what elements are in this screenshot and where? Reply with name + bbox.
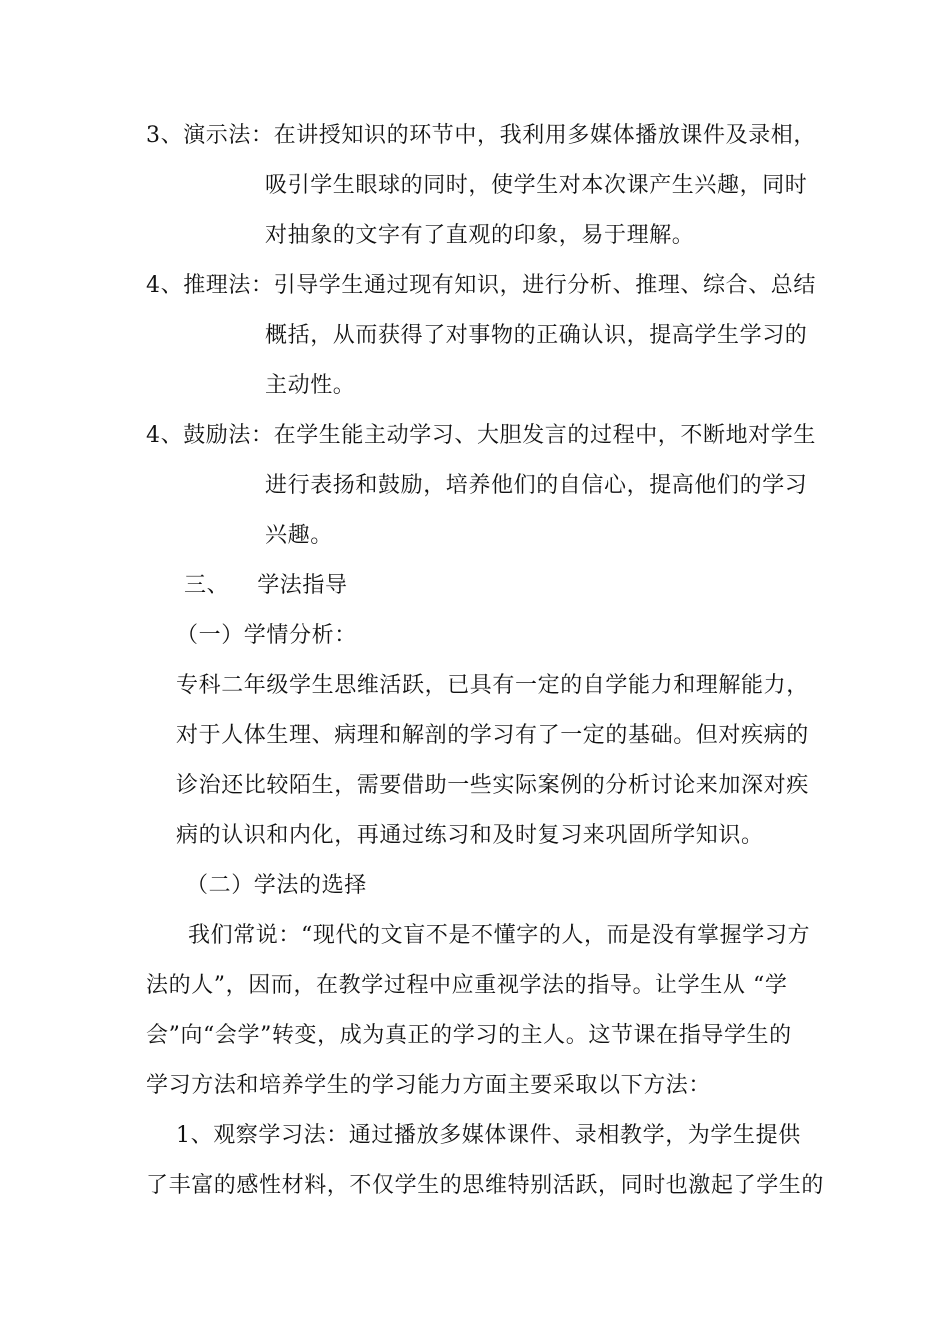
method-choice-line-4: 学习方法和培养学生的学习能力方面主要采取以下方法： bbox=[146, 1073, 712, 1098]
method-demo-text-1: 在讲授知识的环节中，我利用多媒体播放课件及录相， bbox=[273, 123, 817, 148]
method-demo-line-1 bbox=[146, 121, 816, 151]
subheading-method-choice: （二）学法的选择 bbox=[186, 873, 367, 898]
learner-analysis-line-1: 专科二年级学生思维活跃，已具有一定的自学能力和理解能力， bbox=[176, 673, 809, 698]
method-reasoning-line-2: 概括，从而获得了对事物的正确认识，提高学生学习的 bbox=[265, 323, 808, 348]
method-choice-line-2: 法的人”，因而，在教学过程中应重视学法的指导。让学生从 “学 bbox=[146, 973, 788, 998]
method-encourage-line-1 bbox=[146, 421, 816, 451]
learner-analysis-line-2: 对于人体生理、病理和解剖的学习有了一定的基础。但对疾病的 bbox=[176, 723, 809, 748]
method-encourage-line-3: 兴趣。 bbox=[265, 523, 333, 548]
method-choice-line-3: 会”向“会学”转变，成为真正的学习的主人。这节课在指导学生的 bbox=[146, 1023, 792, 1048]
subheading-learner-analysis: （一）学情分析： bbox=[176, 623, 357, 648]
method-demo-line-3: 对抽象的文字有了直观的印象，易于理解。 bbox=[265, 223, 695, 248]
method-encourage-text-1: 在学生能主动学习、大胆发言的过程中，不断地对学生 bbox=[273, 423, 817, 448]
observation-method-line-2: 了丰富的感性材料，不仅学生的思维特别活跃，同时也激起了学生的 bbox=[146, 1173, 825, 1198]
section-heading-study-guidance bbox=[184, 571, 348, 601]
method-demo-line-2: 吸引学生眼球的同时，使学生对本次课产生兴趣，同时 bbox=[265, 173, 808, 198]
learner-analysis-line-3: 诊治还比较陌生，需要借助一些实际案例的分析讨论来加深对疾 bbox=[176, 773, 809, 798]
method-reasoning-line-3: 主动性。 bbox=[265, 373, 356, 398]
section-number: 三、 bbox=[184, 573, 230, 598]
section-title: 学法指导 bbox=[257, 573, 348, 598]
method-encourage-line-2: 进行表扬和鼓励，培养他们的自信心，提高他们的学习 bbox=[265, 473, 808, 498]
method-encourage-label: 4、鼓励法： bbox=[146, 423, 274, 448]
method-choice-line-1: 我们常说：“现代的文盲不是不懂字的人，而是没有掌握学习方 bbox=[188, 923, 811, 948]
observation-method-line-1: 1、观察学习法：通过播放多媒体课件、录相教学，为学生提供 bbox=[176, 1123, 801, 1148]
method-reasoning-label: 4、推理法： bbox=[146, 273, 274, 298]
method-demo-label: 3、演示法： bbox=[146, 123, 274, 148]
learner-analysis-line-4: 病的认识和内化，再通过练习和及时复习来巩固所学知识。 bbox=[176, 823, 764, 848]
method-reasoning-text-1: 引导学生通过现有知识，进行分析、推理、综合、总结 bbox=[273, 273, 817, 298]
method-reasoning-line-1 bbox=[146, 271, 816, 301]
